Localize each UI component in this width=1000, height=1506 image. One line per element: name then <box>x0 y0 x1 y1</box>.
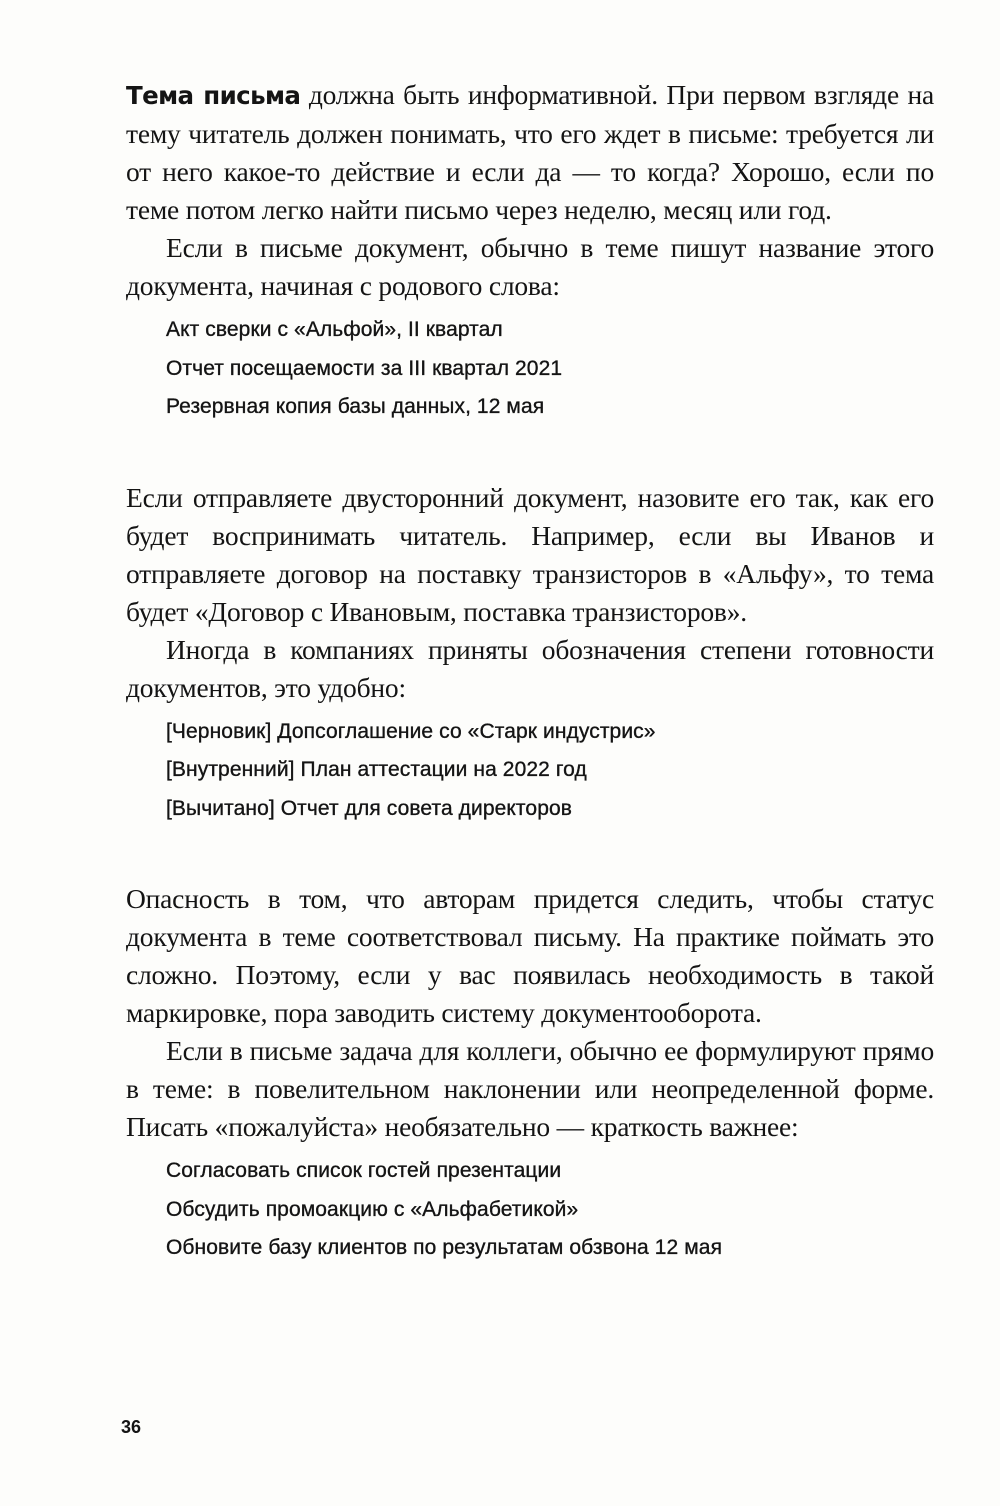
example-list-status <box>166 713 934 829</box>
example-item: Обсудить промоакцию с «Альфабетикой» <box>166 1197 579 1221</box>
example-item: Отчет посещаемости за III квартал 2021 <box>166 356 563 380</box>
example-item: [Вычитано] Отчет для совета директоров <box>166 796 573 820</box>
example-item: [Черновик] Допсоглашение со «Старк индустрис» <box>166 719 656 743</box>
example-item: Обновите базу клиентов по результатам обзвона 12 мая <box>166 1236 723 1259</box>
page-body <box>126 76 934 1268</box>
example-item: Согласовать список гостей презентации <box>166 1159 562 1182</box>
term-subject-line: Тема письма <box>126 81 301 110</box>
example-item: Резервная копия базы данных, 12 мая <box>166 395 545 418</box>
paragraph-status-danger: Опасность в том, что авторам придется следить, чтобы статус документа в теме соответствовал письму. На практике поймать это сложно. Поэтому, если у вас появилась необходимость в такой маркировке, пора заводить систему документооборота. <box>126 883 934 1028</box>
paragraph-document-subject: Если в письме документ, обычно в теме пишут название этого документа, начиная с родового слова: <box>126 232 934 301</box>
section-gap <box>126 427 934 479</box>
paragraph-subject-intro <box>126 76 934 229</box>
example-item: Акт сверки с «Альфой», II квартал <box>166 318 503 341</box>
example-list-documents <box>166 311 934 427</box>
page-number: 36 <box>121 1417 142 1437</box>
example-list-tasks <box>166 1152 934 1268</box>
paragraph-readiness-marks: Иногда в компаниях приняты обозначения степени готовности документов, это удобно: <box>126 633 934 703</box>
paragraph-text: должна быть информативной. При первом взгляде на тему читатель должен понимать, что его ждет в письме: требуется ли от него какое-то действие и если да — то когда? Хорошо, если по теме потом легко найти письмо через неделю, месяц или год. <box>126 79 934 225</box>
section-gap <box>126 828 934 880</box>
example-item: [Внутренний] План аттестации на 2022 год <box>166 758 587 781</box>
paragraph-two-sided-document: Если отправляете двусторонний документ, назовите его так, как его будет воспринимать читатель. Например, если вы Иванов и отправляете договор на поставку транзисторов в «Альфу», то тема будет «Договор с Ивановым, поставка транзисторов». <box>126 481 934 627</box>
paragraph-task-subject: Если в письме задача для коллеги, обычно ее формулируют прямо в теме: в повелительном наклонении или неопределенной форме. Писать «пожалуйста» необязательно — краткость важнее: <box>126 1035 934 1142</box>
